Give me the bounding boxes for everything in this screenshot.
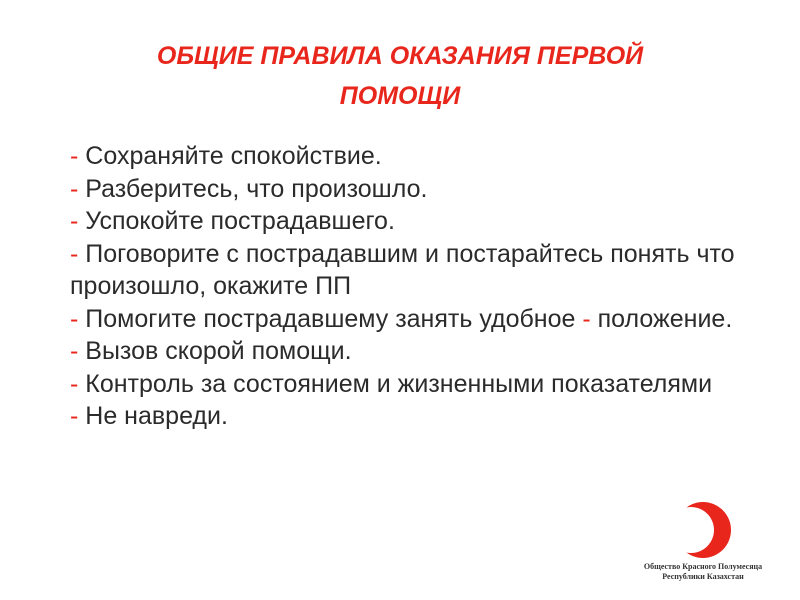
page-title: [60, 36, 740, 116]
list-item: [70, 140, 760, 173]
title-line-2: ПОМОЩИ: [339, 82, 461, 110]
rules-list: [70, 140, 760, 433]
list-item-text-continued: положение.: [590, 304, 733, 333]
bullet-dash: -: [70, 402, 86, 430]
list-item-text: Разберитесь, что произошло.: [85, 174, 428, 203]
list-item: [70, 400, 760, 433]
list-item-text: Сохраняйте спокойствие.: [85, 142, 382, 170]
list-item: [70, 173, 760, 206]
trailing-dash: -: [582, 304, 591, 333]
bullet-dash: -: [70, 337, 86, 365]
bullet-dash: -: [70, 142, 86, 170]
bullet-dash: -: [70, 239, 86, 268]
bullet-dash: -: [70, 207, 86, 235]
list-item-text: Не навреди.: [85, 402, 228, 430]
bullet-dash: -: [70, 174, 86, 203]
red-crescent-icon: [670, 500, 736, 562]
list-item: [70, 238, 760, 303]
list-item: [70, 368, 760, 401]
logo-caption: [622, 562, 784, 582]
title-line-1: ОБЩИЕ ПРАВИЛА ОКАЗАНИЯ ПЕРВОЙ: [156, 42, 644, 70]
list-item-text: Успокойте пострадавшего.: [85, 207, 395, 235]
logo-caption-line-2: Республики Казахстан: [662, 572, 744, 581]
red-crescent-logo: [622, 500, 784, 588]
list-item-text: Вызов скорой помощи.: [85, 337, 352, 365]
list-item: [70, 335, 760, 368]
bullet-dash: -: [70, 369, 86, 398]
list-item: [70, 303, 760, 336]
bullet-dash: -: [70, 304, 86, 333]
list-item-text: Контроль за состоянием и жизненными показателями: [85, 369, 713, 398]
logo-caption-line-1: Общество Красного Полумесяца: [643, 562, 763, 571]
list-item-text: Поговорите с пострадавшим и постарайтесь понять что произошло, окажите ПП: [70, 239, 735, 300]
list-item: [70, 205, 760, 238]
list-item-text: Помогите пострадавшему занять удобное: [85, 304, 583, 333]
